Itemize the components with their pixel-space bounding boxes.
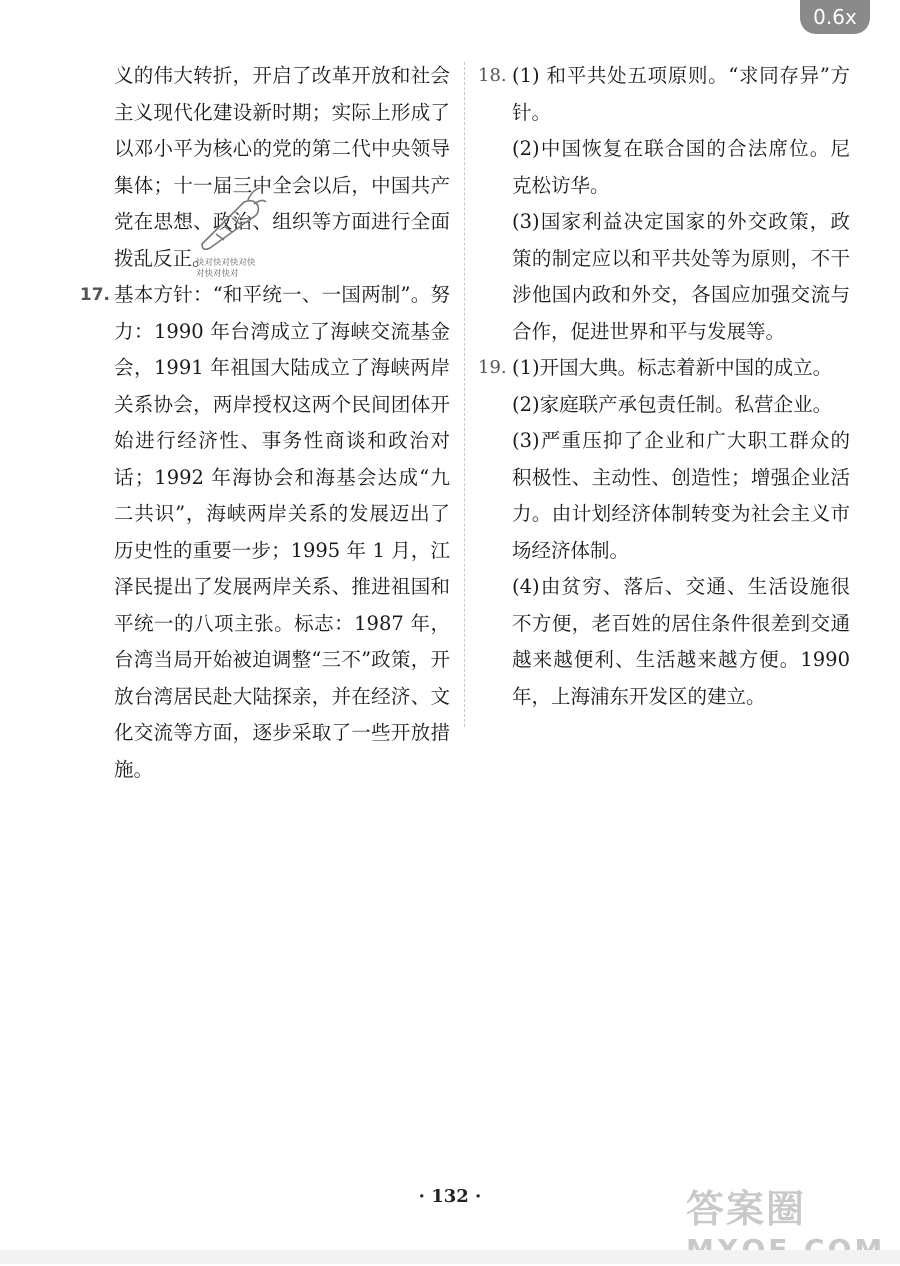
item-19-part-2: (2)家庭联产承包责任制。私营企业。	[512, 392, 833, 416]
carrot-stamp-icon	[192, 184, 268, 254]
site-watermark	[686, 1178, 886, 1258]
left-column	[80, 58, 450, 788]
item-18-part-1: (1) 和平共处五项原则。“求同存异”方针。	[512, 64, 850, 124]
stamp-caption: 快对快对快对快对快对快对	[196, 258, 256, 279]
item-18-number: 18.	[478, 65, 507, 86]
item-19-number: 19.	[478, 357, 507, 378]
item-16-text: 义的伟大转折，开启了改革开放和社会主义现代化建设新时期；实际上形成了以邓小平为核心的党的第二代中央领导集体；十一届三中全会以后，中国共产党在思想、政治、组织等方面进行全面拨乱反正。	[114, 64, 450, 270]
page-number: · 132 ·	[418, 1186, 482, 1207]
item-17-text: 基本方针：“和平统一、一国两制”。努力：1990 年台湾成立了海峡交流基金会，1991 年祖国大陆成立了海峡两岸关系协会，两岸授权这两个民间团体开始进行经济性、事务性商谈和政治对话；1992 年海协会和海基会达成“九二共识”，海峡两岸关系的发展迈出了历史性的重要一步；1995 年 1 月，江泽民提出了发展两岸关系、推进祖国和平统一的八项主张。标志：1987 年，台湾当局开始被迫调整“三不”政策，开放台湾居民赴大陆探亲，并在经济、文化交流等方面，逐步采取了一些开放措施。	[114, 283, 450, 781]
item-19-part-1: (1)开国大典。标志着新中国的成立。	[512, 356, 833, 379]
item-17	[80, 277, 450, 788]
item-18	[478, 58, 850, 350]
item-18-part-3: (3)国家利益决定国家的外交政策，政策的制定应以和平共处等为原则，不干涉他国内政和外交，各国应加强交流与合作，促进世界和平与发展等。	[512, 210, 850, 343]
item-17-number: 17.	[79, 285, 110, 305]
item-19-part-3: (3)严重压抑了企业和广大职工群众的积极性、主动性、创造性；增强企业活力。由计划经济体制转变为社会主义市场经济体制。	[512, 429, 850, 562]
bottom-band	[0, 1250, 900, 1264]
zoom-level-badge[interactable]: 0.6x	[800, 0, 870, 34]
watermark-logo-text: 答案圈	[686, 1187, 807, 1231]
right-column	[478, 58, 850, 715]
item-18-part-2: (2)中国恢复在联合国的合法席位。尼克松访华。	[512, 137, 850, 197]
item-19	[478, 350, 850, 715]
item-19-part-4: (4)由贫穷、落后、交通、生活设施很不方便，老百姓的居住条件很差到交通越来越便利、生活越来越方便。1990 年，上海浦东开发区的建立。	[512, 575, 850, 708]
column-divider	[464, 62, 465, 727]
